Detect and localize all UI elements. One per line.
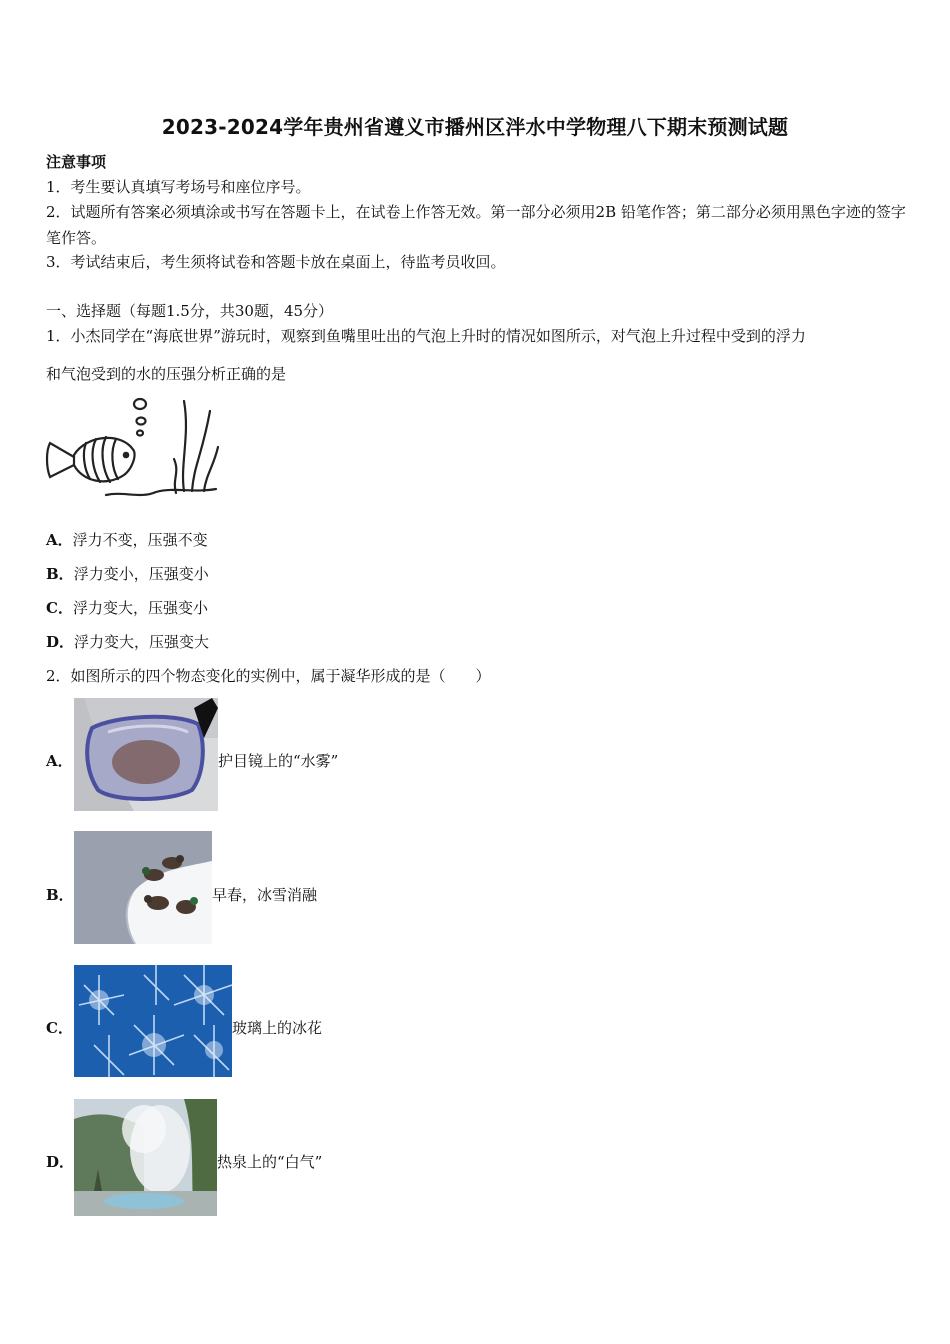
q1-option-d-text: 浮力变大，压强变大 (74, 633, 210, 651)
q1-option-c-label: C． (46, 599, 73, 617)
q1-option-a-text: 浮力不变，压强不变 (72, 531, 208, 549)
hot-spring-photo (74, 1099, 217, 1216)
q2-option-b-label: B． (46, 886, 74, 904)
q1-stem-line1: 1．小杰同学在“海底世界”游玩时，观察到鱼嘴里吐出的气泡上升时的情况如图所示，对气泡上升过程中受到的浮力 (46, 327, 806, 345)
q2-option-b-text: 早春，冰雪消融 (212, 886, 318, 904)
goggles-photo (74, 698, 218, 811)
section-heading: 一、选择题（每题1.5分，共30题，45分） (46, 302, 334, 320)
q1-option-c-text: 浮力变大，压强变小 (72, 599, 208, 617)
page-title: 2023-2024学年贵州省遵义市播州区泮水中学物理八下期末预测试题 (161, 115, 789, 139)
notice-heading: 注意事项 (46, 153, 107, 171)
ducks-ice-photo (74, 831, 212, 944)
q1-option-a-label: A． (46, 531, 73, 549)
notice-item-3: 3．考试结束后，考生须将试卷和答题卡放在桌面上，待监考员收回。 (46, 253, 506, 271)
notice-item-2: 2．试题所有答案必须填涂或书写在答题卡上，在试卷上作答无效。第一部分必须用2B 铅笔作答；第二部分必须用黑色字迹的签字笔作答。 (46, 203, 906, 247)
notice-item-1: 1．考生要认真填写考场号和座位序号。 (46, 178, 311, 196)
q1-option-c (46, 597, 208, 619)
q1-option-d-label: D． (46, 633, 75, 651)
frost-glass-photo (74, 965, 232, 1077)
q2-option-c-text: 玻璃上的冰花 (232, 1019, 323, 1037)
fish-bubbles-figure (44, 395, 230, 513)
q1-option-d (46, 631, 209, 653)
q2-option-d-label: D． (46, 1153, 75, 1171)
q2-option-a-text: 护目镜上的“水雾” (218, 752, 339, 770)
q2-option-a-label: A． (46, 752, 73, 770)
q1-option-b-text: 浮力变小，压强变小 (73, 565, 209, 583)
q2-option-d-text: 热泉上的“白气” (217, 1153, 323, 1171)
q1-option-b-label: B． (46, 565, 74, 583)
q1-option-b (46, 563, 209, 585)
q1-stem-line2: 和气泡受到的水的压强分析正确的是 (46, 365, 287, 383)
q1-option-a (46, 529, 208, 551)
q2-option-c-label: C． (46, 1019, 73, 1037)
q2-stem: 2．如图所示的四个物态变化的实例中，属于凝华形成的是（ ） (46, 667, 491, 685)
